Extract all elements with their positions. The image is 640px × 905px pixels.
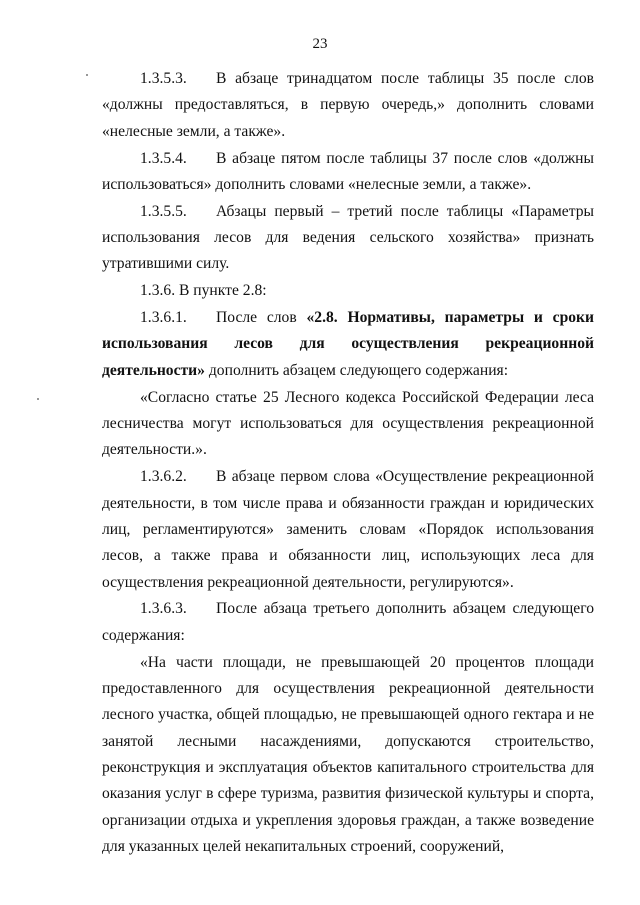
paragraph-1-3-6-2 bbox=[102, 464, 594, 596]
paragraph-1-3-6 bbox=[102, 278, 594, 304]
quoted-heading-bold: «2.8. Нормативы, параметры и сроки использования лесов для осуществления рекреационной деятельности» bbox=[102, 309, 595, 379]
clause-number: 1.3.6.2. bbox=[140, 468, 187, 486]
paragraph-text: После абзаца третьего дополнить абзацем следующего содержания: bbox=[102, 600, 594, 644]
clause-number: 1.3.6.3. bbox=[140, 600, 187, 618]
quoted-insertion-2 bbox=[102, 650, 594, 861]
paragraph-1-3-5-5 bbox=[102, 199, 594, 278]
paragraph-text: После слов bbox=[216, 309, 307, 327]
paragraph-text: В абзаце первом слова «Осуществление рекреационной деятельности, в том числе права и обязанности граждан и юридических лиц, регламентируются» заменить словам «Порядок использования лесов, а также права и обязанности лиц, использующих леса для осуществления рекреационной деятельности, регулируются». bbox=[102, 468, 594, 591]
paragraph-1-3-6-1 bbox=[102, 305, 594, 384]
scan-speck bbox=[37, 398, 39, 400]
paragraph-text: В абзаце пятом после таблицы 37 после слов «должны использоваться» дополнить словами «нелесные земли, а также». bbox=[102, 149, 594, 193]
clause-number: 1.3.5.5. bbox=[140, 202, 187, 220]
paragraph-text: 1.3.6. В пункте 2.8: bbox=[140, 282, 267, 300]
paragraph-text: В абзаце тринадцатом после таблицы 35 после слов «должны предоставляться, в первую очередь,» дополнить словами «нелесные земли, а также». bbox=[102, 70, 594, 140]
paragraph-1-3-5-3 bbox=[102, 66, 594, 145]
paragraph-1-3-5-4 bbox=[102, 146, 594, 199]
paragraph-text: Абзацы первый – третий после таблицы «Параметры использования лесов для ведения сельского хозяйства» признать утратившими силу. bbox=[102, 202, 594, 273]
document-body bbox=[102, 66, 594, 860]
paragraph-1-3-6-3 bbox=[102, 596, 594, 649]
page-number: 23 bbox=[312, 36, 328, 52]
clause-number: 1.3.5.3. bbox=[140, 70, 187, 87]
quoted-insertion-1 bbox=[102, 385, 594, 464]
paragraph-text: дополнить абзацем следующего содержания: bbox=[204, 361, 509, 379]
clause-number: 1.3.6.1. bbox=[140, 309, 187, 327]
paragraph-text: «Согласно статье 25 Лесного кодекса Российской Федерации леса лесничества могут использоваться для осуществления рекреационной деятельности.». bbox=[102, 388, 594, 459]
clause-number: 1.3.5.4. bbox=[140, 149, 187, 167]
scan-speck bbox=[86, 74, 88, 76]
paragraph-text: «На части площади, не превышающей 20 процентов площади предоставленного для осуществления рекреационной деятельности лесного участка, общей площадью, не превышающей одного гектара и не занятой лесными насаждениями, допускаются строительство, реконструкция и эксплуатация объектов капитального строительства для оказания услуг в сфере туризма, развития физической культуры и спорта, организации отдыха и укрепления здоровья граждан, а также возведение для указанных целей некапитальных строений, сооружений, bbox=[102, 653, 594, 855]
